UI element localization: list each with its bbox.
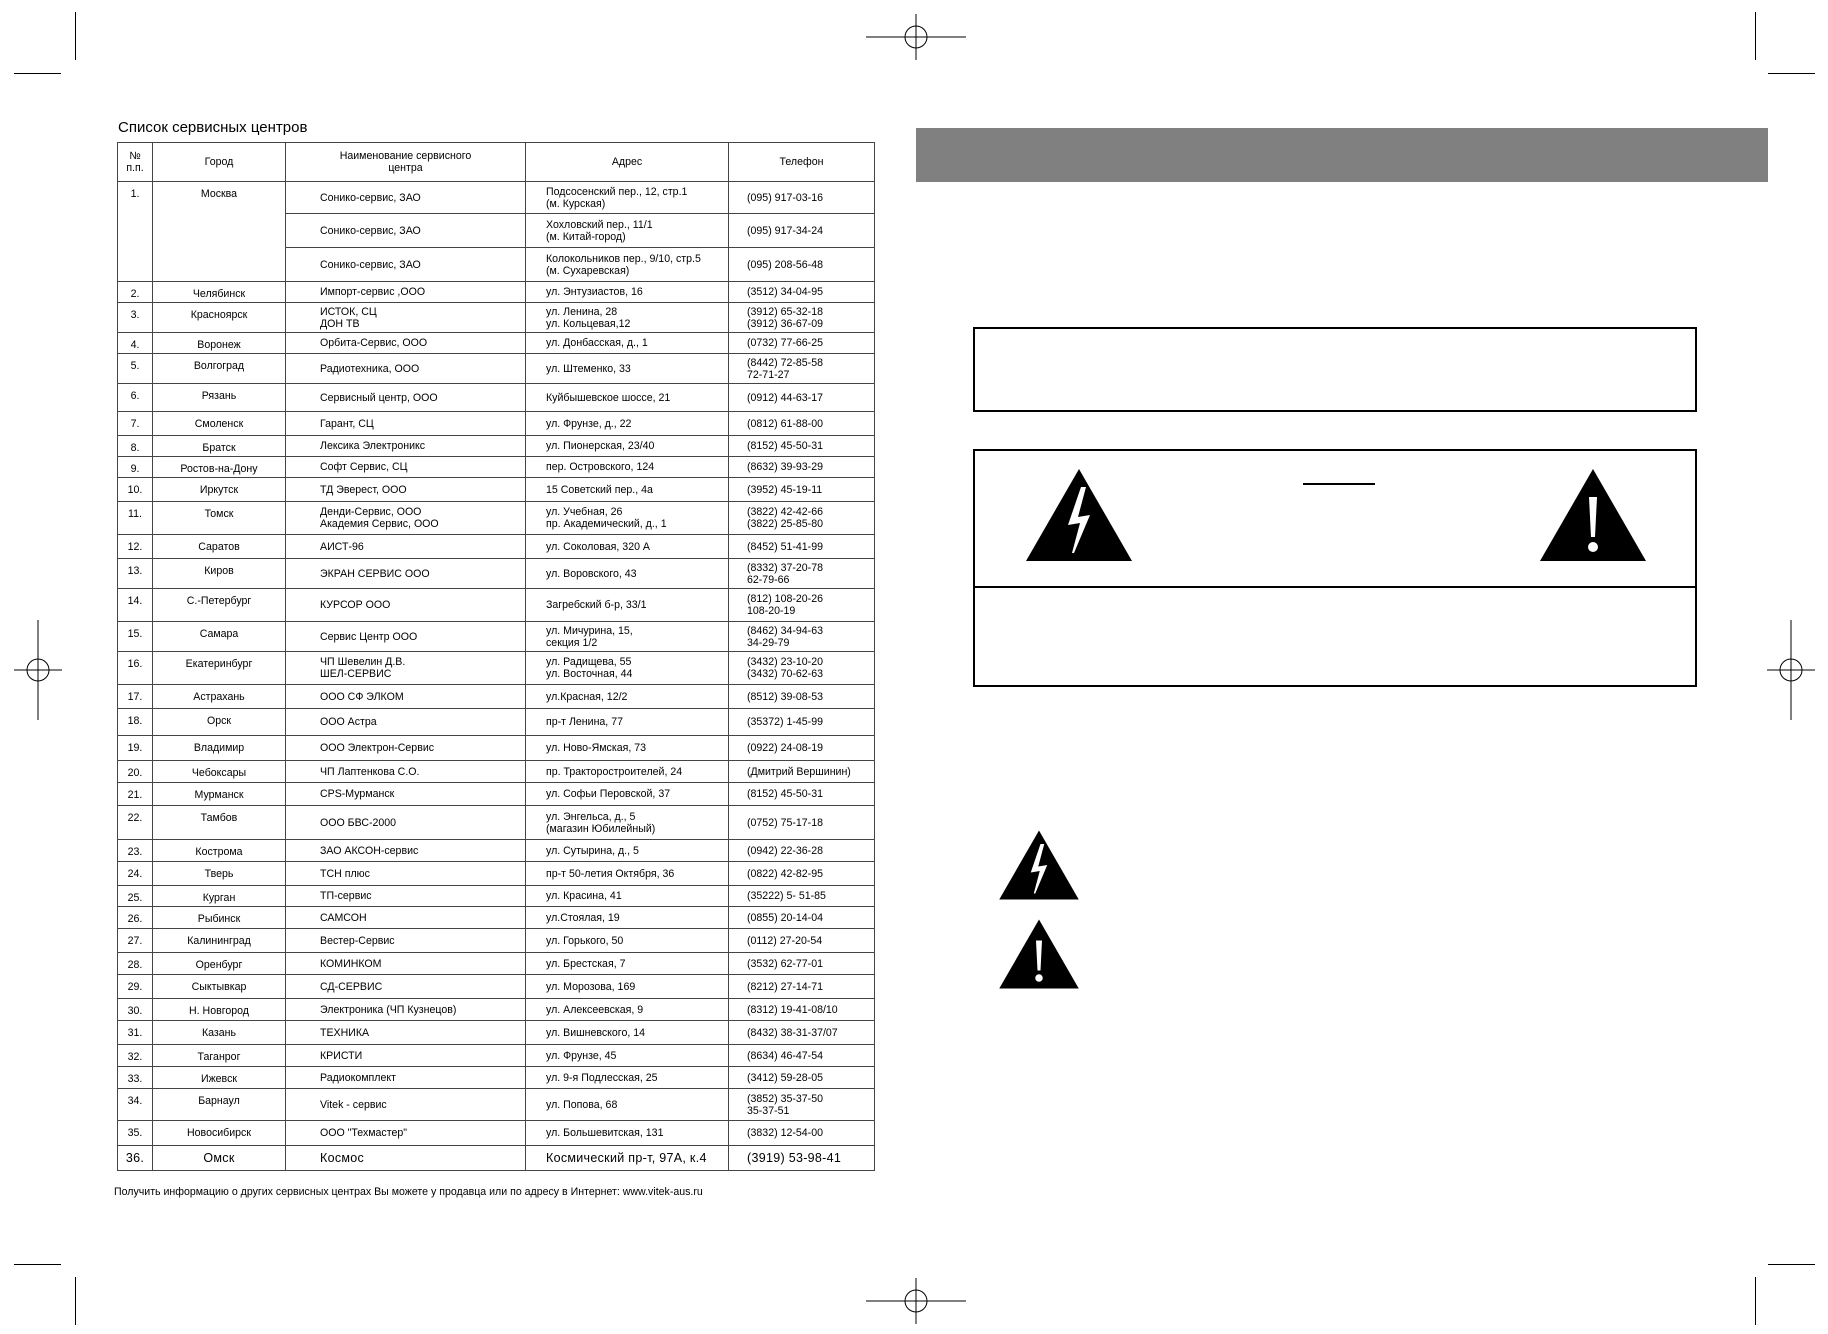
row-phone: (0942) 22-36-28 (729, 840, 875, 862)
header-phone: Телефон (729, 143, 875, 182)
row-name: ИСТОК, СЦ ДОН ТВ (286, 303, 526, 333)
row-num: 1. (118, 182, 153, 282)
row-phone: (3852) 35-37-50 35-37-51 (729, 1089, 875, 1121)
row-num: 8. (118, 436, 153, 457)
row-city: Саратов (153, 535, 286, 559)
row-city: Н. Новгород (153, 999, 286, 1021)
table-row (118, 1121, 875, 1146)
table-row (118, 1089, 875, 1121)
registration-mark-icon (14, 620, 62, 720)
row-address: 15 Советский пер., 4а (526, 478, 729, 502)
row-city: Орск (153, 709, 286, 736)
row-name: ТП-сервис (286, 886, 526, 907)
table-row (118, 384, 875, 412)
row-name: Сонико-сервис, ЗАО (286, 248, 526, 282)
row-address: Подсосенский пер., 12, стр.1 (м. Курская) (526, 182, 729, 214)
row-num: 31. (118, 1021, 153, 1045)
row-city: Сыктывкар (153, 975, 286, 999)
table-row (118, 589, 875, 622)
row-num: 2. (118, 282, 153, 303)
table-row (118, 840, 875, 862)
row-address: ул. Попова, 68 (526, 1089, 729, 1121)
row-address: Загребский б-р, 33/1 (526, 589, 729, 622)
row-num: 22. (118, 806, 153, 840)
row-address: ул. Радищева, 55 ул. Восточная, 44 (526, 652, 729, 685)
row-num: 10. (118, 478, 153, 502)
crop-mark (1768, 1264, 1815, 1265)
page-title: Список сервисных центров (118, 119, 308, 136)
row-num: 18. (118, 709, 153, 736)
row-phone: (8462) 34-94-63 34-29-79 (729, 622, 875, 652)
row-address: Космический пр-т, 97А, к.4 (526, 1146, 729, 1171)
row-num: 36. (118, 1146, 153, 1171)
row-num: 24. (118, 862, 153, 886)
row-phone: (812) 108-20-26 108-20-19 (729, 589, 875, 622)
row-name: ЧП Шевелин Д.В. ШЕЛ-СЕРВИС (286, 652, 526, 685)
table-row (118, 862, 875, 886)
row-name: ЗАО АКСОН-сервис (286, 840, 526, 862)
row-num: 14. (118, 589, 153, 622)
table-row (118, 502, 875, 535)
row-address: ул. Ленина, 28 ул. Кольцевая,12 (526, 303, 729, 333)
table-row (118, 457, 875, 478)
table-header-row (118, 143, 875, 182)
table-row (118, 929, 875, 953)
exclamation-warning-icon (997, 918, 1081, 990)
row-num: 33. (118, 1067, 153, 1089)
row-phone: (35222) 5- 51-85 (729, 886, 875, 907)
table-row (118, 806, 875, 840)
row-city: Кострома (153, 840, 286, 862)
row-city: Киров (153, 559, 286, 589)
row-city: Смоленск (153, 412, 286, 436)
table-row (118, 559, 875, 589)
caution-divider (975, 586, 1695, 588)
row-city: С.-Петербург (153, 589, 286, 622)
row-address: ул. Софьи Перовской, 37 (526, 783, 729, 806)
row-city: Ростов-на-Дону (153, 457, 286, 478)
row-num: 16. (118, 652, 153, 685)
row-phone: (3952) 45-19-11 (729, 478, 875, 502)
row-city: Томск (153, 502, 286, 535)
header-name: Наименование сервисного центра (286, 143, 526, 182)
row-name: ООО Астра (286, 709, 526, 736)
header-city: Город (153, 143, 286, 182)
row-city: Таганрог (153, 1045, 286, 1067)
row-address: ул. Фрунзе, д., 22 (526, 412, 729, 436)
table-row (118, 1021, 875, 1045)
row-address: Колокольников пер., 9/10, стр.5 (м. Сухаревская) (526, 248, 729, 282)
row-phone: (3919) 53-98-41 (729, 1146, 875, 1171)
row-address: ул. Фрунзе, 45 (526, 1045, 729, 1067)
row-city: Воронеж (153, 333, 286, 354)
row-phone: (3432) 23-10-20 (3432) 70-62-63 (729, 652, 875, 685)
row-name: ТД Эверест, ООО (286, 478, 526, 502)
row-city: Оренбург (153, 953, 286, 975)
row-num: 28. (118, 953, 153, 975)
row-name: ТЕХНИКА (286, 1021, 526, 1045)
row-phone: (3512) 34-04-95 (729, 282, 875, 303)
crop-mark (14, 73, 61, 74)
row-phone: (095) 917-34-24 (729, 214, 875, 248)
row-phone: (095) 917-03-16 (729, 182, 875, 214)
row-num: 3. (118, 303, 153, 333)
crop-mark (75, 1277, 76, 1325)
row-address: ул. Сутырина, д., 5 (526, 840, 729, 862)
row-num: 17. (118, 685, 153, 709)
row-city: Астрахань (153, 685, 286, 709)
row-address: ул. Мичурина, 15, секция 1/2 (526, 622, 729, 652)
row-city: Курган (153, 886, 286, 907)
row-name: Импорт-сервис ,ООО (286, 282, 526, 303)
row-name: ООО БВС-2000 (286, 806, 526, 840)
row-num: 12. (118, 535, 153, 559)
row-name: Вестер-Сервис (286, 929, 526, 953)
row-name: Vitek - сервис (286, 1089, 526, 1121)
row-address: ул. Энтузиастов, 16 (526, 282, 729, 303)
row-phone: (0822) 42-82-95 (729, 862, 875, 886)
row-city: Москва (153, 182, 286, 282)
header-band (916, 128, 1768, 182)
table-row (118, 761, 875, 783)
row-city: Братск (153, 436, 286, 457)
row-city: Иркутск (153, 478, 286, 502)
table-row (118, 282, 875, 303)
caution-box (973, 449, 1697, 687)
row-num: 5. (118, 354, 153, 384)
row-phone: (8332) 37-20-78 62-79-66 (729, 559, 875, 589)
row-name: ЧП Лаптенкова С.О. (286, 761, 526, 783)
row-city: Красноярск (153, 303, 286, 333)
row-phone: (3412) 59-28-05 (729, 1067, 875, 1089)
row-phone: (0922) 24-08-19 (729, 736, 875, 761)
row-num: 7. (118, 412, 153, 436)
row-city: Тамбов (153, 806, 286, 840)
row-name: СД-СЕРВИС (286, 975, 526, 999)
table-row (118, 478, 875, 502)
row-address: ул. Учебная, 26 пр. Академический, д., 1 (526, 502, 729, 535)
row-name: Сонико-сервис, ЗАО (286, 214, 526, 248)
row-num: 13. (118, 559, 153, 589)
row-address: ул.Красная, 12/2 (526, 685, 729, 709)
row-num: 32. (118, 1045, 153, 1067)
row-num: 35. (118, 1121, 153, 1146)
row-city: Калининград (153, 929, 286, 953)
row-address: ул. Морозова, 169 (526, 975, 729, 999)
row-phone: (8432) 38-31-37/07 (729, 1021, 875, 1045)
row-num: 27. (118, 929, 153, 953)
table-row (118, 783, 875, 806)
table-row (118, 535, 875, 559)
row-phone: (3912) 65-32-18 (3912) 36-67-09 (729, 303, 875, 333)
table-row (118, 999, 875, 1021)
row-phone: (0752) 75-17-18 (729, 806, 875, 840)
row-name: АИСТ-96 (286, 535, 526, 559)
row-phone: (3822) 42-42-66 (3822) 25-85-80 (729, 502, 875, 535)
row-city: Екатеринбург (153, 652, 286, 685)
table-row (118, 333, 875, 354)
row-num: 26. (118, 907, 153, 929)
crop-mark (1755, 12, 1756, 60)
row-num: 9. (118, 457, 153, 478)
table-row (118, 1067, 875, 1089)
row-address: ул. Воровского, 43 (526, 559, 729, 589)
service-centers-table (117, 142, 875, 1171)
registration-mark-icon (866, 14, 966, 60)
table-row (118, 1045, 875, 1067)
table-row (118, 303, 875, 333)
row-num: 21. (118, 783, 153, 806)
row-name: Сервисный центр, ООО (286, 384, 526, 412)
row-phone: (3532) 62-77-01 (729, 953, 875, 975)
row-num: 20. (118, 761, 153, 783)
row-address: Куйбышевское шоссе, 21 (526, 384, 729, 412)
row-city: Волгоград (153, 354, 286, 384)
table-row (118, 622, 875, 652)
crop-mark (1768, 73, 1815, 74)
registration-mark-icon (866, 1278, 966, 1324)
row-phone: (0855) 20-14-04 (729, 907, 875, 929)
row-phone: (8312) 19-41-08/10 (729, 999, 875, 1021)
row-phone: (095) 208-56-48 (729, 248, 875, 282)
row-num: 30. (118, 999, 153, 1021)
row-address: пр-т Ленина, 77 (526, 709, 729, 736)
row-name: Гарант, СЦ (286, 412, 526, 436)
row-num: 29. (118, 975, 153, 999)
row-phone: (0812) 61-88-00 (729, 412, 875, 436)
row-name: Софт Сервис, СЦ (286, 457, 526, 478)
row-phone: (8212) 27-14-71 (729, 975, 875, 999)
row-phone: (35372) 1-45-99 (729, 709, 875, 736)
caution-heading-rule (1303, 483, 1375, 485)
row-city: Чебоксары (153, 761, 286, 783)
crop-mark (14, 1264, 61, 1265)
table-row (118, 975, 875, 999)
table-row (118, 736, 875, 761)
row-name: Радиотехника, ООО (286, 354, 526, 384)
lightning-warning-icon (1024, 467, 1134, 563)
row-name: Денди-Сервис, ООО Академия Сервис, ООО (286, 502, 526, 535)
table-row (118, 685, 875, 709)
row-city: Рыбинск (153, 907, 286, 929)
table-row (118, 652, 875, 685)
row-city: Тверь (153, 862, 286, 886)
row-phone: (3832) 12-54-00 (729, 1121, 875, 1146)
header-num: № п.п. (118, 143, 153, 182)
row-phone: (0912) 44-63-17 (729, 384, 875, 412)
row-name: КОМИНКОМ (286, 953, 526, 975)
row-address: пер. Островского, 124 (526, 457, 729, 478)
row-address: ул. Вишневского, 14 (526, 1021, 729, 1045)
row-address: ул. Брестская, 7 (526, 953, 729, 975)
table-row (118, 412, 875, 436)
table-row (118, 709, 875, 736)
row-name: Лексика Электроникс (286, 436, 526, 457)
row-num: 11. (118, 502, 153, 535)
table-row (118, 354, 875, 384)
table-row (118, 886, 875, 907)
row-num: 34. (118, 1089, 153, 1121)
notice-box (973, 327, 1697, 412)
crop-mark (75, 12, 76, 60)
header-address: Адрес (526, 143, 729, 182)
row-address: ул. Красина, 41 (526, 886, 729, 907)
row-city: Челябинск (153, 282, 286, 303)
footer-note: Получить информацию о других сервисных центрах Вы можете у продавца или по адресу в Интернет: www.vitek-aus.ru (114, 1186, 703, 1198)
row-phone: (0732) 77-66-25 (729, 333, 875, 354)
row-phone: (Дмитрий Вершинин) (729, 761, 875, 783)
lightning-warning-icon (997, 829, 1081, 901)
row-name: ТСН плюс (286, 862, 526, 886)
row-city: Рязань (153, 384, 286, 412)
row-address: ул. Энгельса, д., 5 (магазин Юбилейный) (526, 806, 729, 840)
row-num: 4. (118, 333, 153, 354)
row-num: 6. (118, 384, 153, 412)
row-phone: (8152) 45-50-31 (729, 436, 875, 457)
row-num: 23. (118, 840, 153, 862)
row-city: Новосибирск (153, 1121, 286, 1146)
row-city: Барнаул (153, 1089, 286, 1121)
row-address: пр. Тракторостроителей, 24 (526, 761, 729, 783)
row-name: ООО "Техмастер" (286, 1121, 526, 1146)
row-num: 19. (118, 736, 153, 761)
row-address: ул. 9-я Подлесская, 25 (526, 1067, 729, 1089)
row-city: Омск (153, 1146, 286, 1171)
table-row (118, 907, 875, 929)
row-name: Космос (286, 1146, 526, 1171)
row-city: Ижевск (153, 1067, 286, 1089)
row-name: Сервис Центр ООО (286, 622, 526, 652)
crop-mark (1755, 1277, 1756, 1325)
row-address: ул. Пионерская, 23/40 (526, 436, 729, 457)
row-address: ул. Ново-Ямская, 73 (526, 736, 729, 761)
row-phone: (0112) 27-20-54 (729, 929, 875, 953)
row-city: Самара (153, 622, 286, 652)
row-name: КУРСОР ООО (286, 589, 526, 622)
row-city: Владимир (153, 736, 286, 761)
table-row (118, 436, 875, 457)
registration-mark-icon (1767, 620, 1815, 720)
row-address: ул. Донбасская, д., 1 (526, 333, 729, 354)
row-name: КРИСТИ (286, 1045, 526, 1067)
row-phone: (8452) 51-41-99 (729, 535, 875, 559)
table-row (118, 953, 875, 975)
row-name: Сонико-сервис, ЗАО (286, 182, 526, 214)
table-row (118, 1146, 875, 1171)
row-address: ул. Алексеевская, 9 (526, 999, 729, 1021)
row-phone: (8442) 72-85-58 72-71-27 (729, 354, 875, 384)
row-address: ул. Горького, 50 (526, 929, 729, 953)
row-phone: (8634) 46-47-54 (729, 1045, 875, 1067)
row-num: 15. (118, 622, 153, 652)
row-phone: (8632) 39-93-29 (729, 457, 875, 478)
row-name: ЭКРАН СЕРВИС ООО (286, 559, 526, 589)
row-address: Хохловский пер., 11/1 (м. Китай-город) (526, 214, 729, 248)
row-address: ул.Стоялая, 19 (526, 907, 729, 929)
row-name: Орбита-Сервис, ООО (286, 333, 526, 354)
row-name: ООО Электрон-Сервис (286, 736, 526, 761)
exclamation-warning-icon (1538, 467, 1648, 563)
row-num: 25. (118, 886, 153, 907)
row-name: САМСОН (286, 907, 526, 929)
row-address: ул. Штеменко, 33 (526, 354, 729, 384)
row-address: пр-т 50-летия Октября, 36 (526, 862, 729, 886)
row-phone: (8512) 39-08-53 (729, 685, 875, 709)
row-city: Мурманск (153, 783, 286, 806)
row-name: Электроника (ЧП Кузнецов) (286, 999, 526, 1021)
row-name: ООО СФ ЭЛКОМ (286, 685, 526, 709)
row-name: CPS-Мурманск (286, 783, 526, 806)
table-row (118, 182, 875, 214)
row-address: ул. Большевитская, 131 (526, 1121, 729, 1146)
row-name: Радиокомплект (286, 1067, 526, 1089)
row-phone: (8152) 45-50-31 (729, 783, 875, 806)
row-address: ул. Соколовая, 320 А (526, 535, 729, 559)
row-city: Казань (153, 1021, 286, 1045)
